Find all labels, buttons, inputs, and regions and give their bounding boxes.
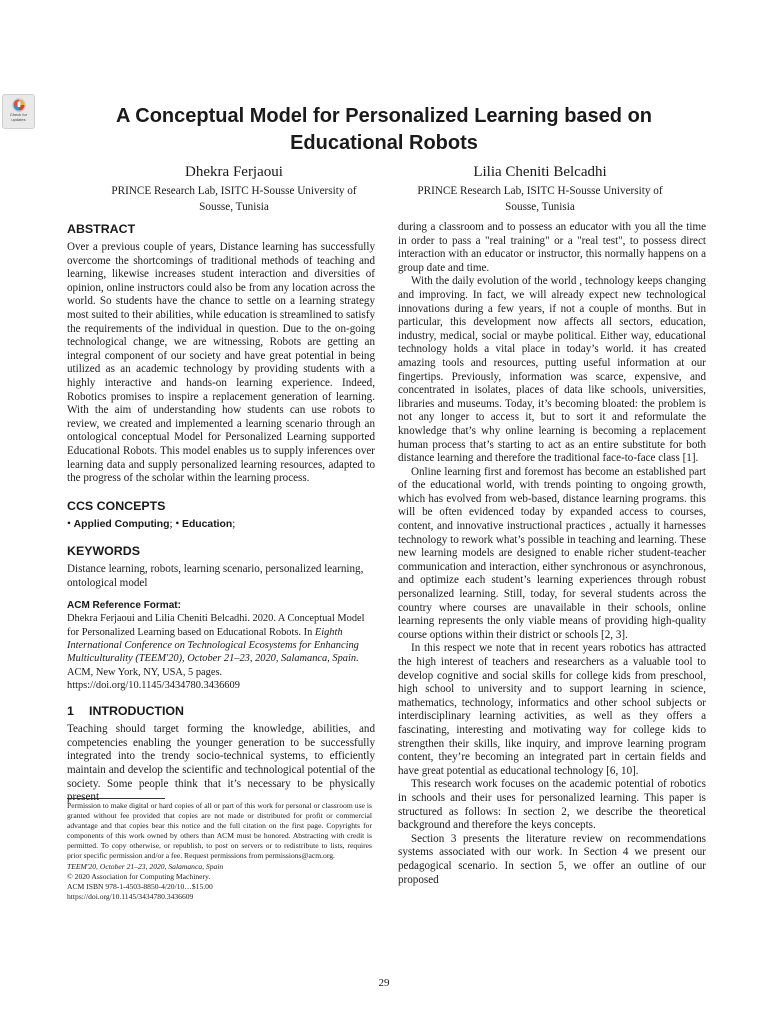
introduction-paragraph: Teaching should target forming the knowledge, abilities, and competencies enabling the younger generation to be successfully integrated into the trendy socio-technical systems, to efficiently maintain and develop the scientific and technological potential of the society. Some people think that it’s necessary to be physically present: [67, 723, 375, 804]
acm-reference-heading: ACM Reference Format:: [67, 600, 181, 612]
ccs-item: Education: [182, 518, 233, 530]
author-affiliation: PRINCE Research Lab, ISITC H-Sousse University of Sousse, Tunisia: [417, 185, 663, 213]
keywords-heading: KEYWORDS: [67, 544, 140, 559]
left-column: [67, 221, 375, 805]
footnote: [67, 801, 372, 902]
acm-reference: [67, 599, 375, 692]
body-paragraph: In this respect we note that in recent years robotics has attracted the high interest of teachers and researchers as a valuable tool to develop cognitive and social skills for college kids from preschool, high school to university and to support learning in science, mathematics, technology, informatics and other school subjects or interdisciplinary learning activities, as well as they offers a fascinating, interesting and motivating way for college kids to strengthen their skills, like inquiry, and improve learning program content, they’re becoming an integrated part in certain fields and have great potential as educational technology [6, 10].: [398, 642, 706, 777]
author-name: Dhekra Ferjaoui: [185, 164, 283, 180]
author-block-1: [84, 163, 384, 215]
title-line-1: A Conceptual Model for Personalized Learning based on: [116, 105, 652, 127]
title-line-2: Educational Robots: [290, 132, 478, 154]
abstract-text: Over a previous couple of years, Distance learning has successfully overcome the shortcomings of traditional methods of teaching and learning, likewise increases student interaction and diversities of opinion, online instructors could also be from any location across the world. So students have the chance to settle on a learning strategy most suited to their abilities, while education is streamlined to satisfy the requirements of the individual in question. Due to the on-going technological change, we are witnessing, Robots are getting an integral component of our society and have great potential in being utilized as an academic technology by providing students with a highly interactive and hands-on learning experience. Indeed, Robotics promises to inspire a replacement generation of learning. With the aim of understanding how students can use robots to review, we created and implemented a learning scenario through an ontological conceptual Model for Personalized Learning supported Educational Robots. This model enables us to supply inferences over learning data and supply personalized learning resources, adapted to the progress of the scholar within the learning process.: [67, 241, 375, 485]
body-paragraph: during a classroom and to possess an educator with you all the time in order to pass a "real training" or a "real test", to possess direct interaction with an educator or instructor, this normally happens on a group date and time.: [398, 221, 706, 274]
badge-label: Check for updates: [9, 112, 28, 122]
footnote-rule: [67, 798, 165, 799]
page-number: 29: [378, 977, 390, 989]
body-paragraph: With the daily evolution of the world , technology keeps changing and improving. In fact, we will already expect new technological innovations during a few years, if not a couple of months. But in particular, this development now affects all sectors, education, industry, medical, social or maybe political. Either way, educational technology holds a vital place in today’s world. it has created amazing tools and resources, putting useful information at our fingertips. Previously, information was scarce, expensive, and concentrated in isolates, places of data like schools, universities, libraries and museums. Today, it’s becoming bloated: the problem is not any longer to access it, but to sort it and reformulate the knowledge that’s why online learning is becoming a replacement human process that’s starting to act as an entire substitute for both distance learning and therefore the traditional face-to-face class [1].: [398, 275, 706, 465]
right-column: [398, 221, 706, 887]
introduction-heading: 1 INTRODUCTION: [67, 704, 184, 719]
check-for-updates-badge[interactable]: [2, 94, 35, 129]
isbn-line: ACM ISBN 978-1-4503-8850-4/20/10…$15.00: [67, 881, 213, 891]
author-block-2: [390, 163, 690, 215]
ccs-item: Applied Computing: [73, 518, 170, 530]
doi-link[interactable]: https://doi.org/10.1145/3434780.3436609: [67, 891, 194, 901]
copyright-line: © 2020 Association for Computing Machinery.: [67, 871, 211, 881]
paper-title: [60, 103, 708, 157]
permission-notice: Permission to make digital or hard copies of all or part of this work for personal or classroom use is granted without fee provided that copies are not made or distributed for profit or commercial advantage and that copies bear this notice and the full citation on the first page. Copyrights for components of this work owned by others than ACM must be honored. Abstracting with credit is permitted. To copy otherwise, or republish, to post on servers or to redistribute to lists, requires prior specific permission and/or a fee. Request permissions from permissions@acm.org.: [67, 801, 372, 861]
body-paragraph: Section 3 presents the literature review on recommendations systems associated with our work. In Section 4 we present our pedagogical scenario. In section 5, we offer an outline of our proposed: [398, 832, 706, 886]
body-paragraph: Online learning first and foremost has become an established part of the educational world, with trends pointing to ongoing growth, which has evolved from web-based, distance learning programs. this will be often evidenced today by expanded access to courses, content, and innovative instructional practices , actually it harnesses technology to rework what’s possible in teaching and learning. These new learning models are designed to enable richer student-teacher communication and interaction, either synchronous or asynchronous, and optimize each student’s learning experiences through robust personalized learning. Still, today, for several students across the country where courses are unavailable in their schools, online learning represents the only viable means of providing high-quality course options within their district or schools [2, 3].: [398, 465, 706, 641]
crossmark-icon: [12, 98, 26, 112]
body-paragraph: This research work focuses on the academic potential of robotics in schools and their uses for personalized learning. This paper is structured as follows: In section 2, we describe the theoretical background and therefore the keys concepts.: [398, 778, 706, 832]
author-affiliation: PRINCE Research Lab, ISITC H-Sousse University of Sousse, Tunisia: [111, 185, 357, 213]
abstract-heading: ABSTRACT: [67, 222, 136, 236]
ccs-heading: CCS CONCEPTS: [67, 498, 166, 513]
acm-reference-text: Dhekra Ferjaoui and Lilia Cheniti Belcadhi. 2020. A Conceptual Model for Personalized Learning based on Educational Robots. In Eighth International Conference on Technological Ecosystems for Enhancing Multiculturality (TEEM'20), October 21–23, 2020, Salamanca, Spain. ACM, New York, NY, USA, 5 pages. https://doi.org/10.1145/3434780.3436609: [67, 613, 365, 691]
conference-venue: TEEM'20, October 21–23, 2020, Salamanca, Spain: [67, 861, 224, 871]
keywords-text: Distance learning, robots, learning scenario, personalized learning, ontological model: [67, 563, 364, 589]
author-name: Lilia Cheniti Belcadhi: [473, 164, 607, 180]
ccs-concepts: • Applied Computing; • Education;: [67, 517, 236, 530]
